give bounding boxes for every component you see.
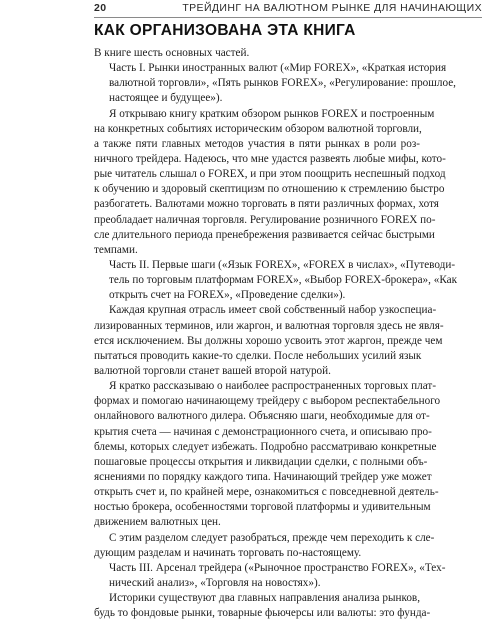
- text-line: онлайнового валютного дилера. Объясняю шаги, необходимые для от-: [94, 410, 430, 423]
- text-line: открыть счет на FOREX», «Проведение сделки»).: [109, 289, 346, 302]
- page-number: 20: [94, 2, 107, 14]
- text-line: ностью брокера, особенностями торговой платформы и удивительным: [94, 501, 431, 514]
- text-line: пытаться проводить какие-то сделки. После небольших усилий язык: [94, 349, 422, 362]
- text-line: крытия счета — начиная с демонстрационного счета, и описываю про-: [94, 425, 432, 438]
- text-line: Часть III. Арсенал трейдера («Рыночное пространство FOREX», «Тех-: [109, 561, 446, 574]
- text-line: Каждая крупная отрасль имеет свой собственный набор узкоспециа-: [109, 304, 437, 317]
- section-title: КАК ОРГАНИЗОВАНА ЭТА КНИГА: [94, 22, 356, 39]
- text-line: Часть I. Рынки иностранных валют («Мир FOREX», «Краткая история: [109, 62, 447, 75]
- running-header: [94, 0, 482, 18]
- text-line: Я открываю книгу кратким обзором рынков FOREX и построенным: [109, 107, 435, 120]
- text-line: будь то фондовые рынки, товарные фьючерсы или валюты: это фунда-: [94, 607, 431, 620]
- text-line: нический анализ», «Торговля на новостях»).: [109, 576, 321, 589]
- text-line: к обучению и здоровый скептицизм по отношению к стремлению быстро: [94, 183, 445, 196]
- text-line: ется исключением. Вы должны хорошо усвоить этот жаргон, прежде чем: [94, 334, 443, 347]
- text-line: движением валютных цен.: [94, 516, 221, 529]
- text-line: Я кратко рассказываю о наиболее распространенных торговых плат-: [109, 380, 437, 393]
- running-head-title: ТРЕЙДИНГ НА ВАЛЮТНОМ РЫНКЕ ДЛЯ НАЧИНАЮЩИХ: [182, 2, 482, 14]
- text-line: Часть II. Первые шаги («Язык FOREX», «FOREX в числах», «Путеводи-: [109, 258, 456, 271]
- text-line: валютной торговли», «Пять рынков FOREX», «Регулирование: прошлое,: [109, 77, 456, 90]
- text-line: дующим разделам и начинать торговать по-настоящему.: [94, 546, 362, 559]
- text-line: темпами.: [94, 243, 138, 256]
- text-line: яснениями по порядку каждого типа. Начинающий трейдер уже может: [94, 470, 432, 483]
- text-line: лизированных терминов, или жаргон, и валютная торговля здесь не явля-: [94, 319, 444, 332]
- text-line: формах и помогаю начинающему трейдеру с выбором респектабельного: [94, 395, 441, 408]
- text-line: разбогатеть. Валютами можно торговать в пяти различных формах, хотя: [94, 198, 439, 211]
- text-line: настоящее и будущее»).: [109, 92, 223, 105]
- text-line: сле длительного периода пренебрежения развивается сейчас быстрыми: [94, 228, 435, 241]
- text-line: а также пяти главных методов участия в пяти рынках в роли роз-: [94, 137, 420, 150]
- text-line: преобладает наличная торговля. Регулирование розничного FOREX по-: [94, 213, 436, 226]
- text-line: пошаговые процессы открытия и ликвидации сделки, с полными объ-: [94, 455, 428, 468]
- text-line: С этим разделом следует разобраться, прежде чем переходить к сле-: [109, 531, 435, 544]
- body-text: [94, 46, 458, 621]
- text-line: рые читатель слышал о FOREX, и при этом поощрить неспешный подход: [94, 168, 446, 181]
- text-line: тель по торговым платформам FOREX», «Выбор FOREX-брокера», «Как: [109, 274, 458, 287]
- text-line: ничного трейдера. Надеюсь, что мне удастся развеять любые мифы, кото-: [94, 152, 446, 165]
- text-line: В книге шесть основных частей.: [94, 47, 250, 59]
- text-line: Историки существуют два главных направления анализа рынков,: [109, 592, 420, 605]
- text-line: на конкретных событиях историческим обзором валютной торговли,: [94, 122, 422, 135]
- text-line: открыть счет и, по крайней мере, ознакомиться с повседневной деятель-: [94, 486, 439, 499]
- text-line: блемы, которых следует избежать. Подробно рассматриваю конкретные: [94, 440, 437, 453]
- text-line: валютной торговли станет вашей второй натурой.: [94, 364, 331, 377]
